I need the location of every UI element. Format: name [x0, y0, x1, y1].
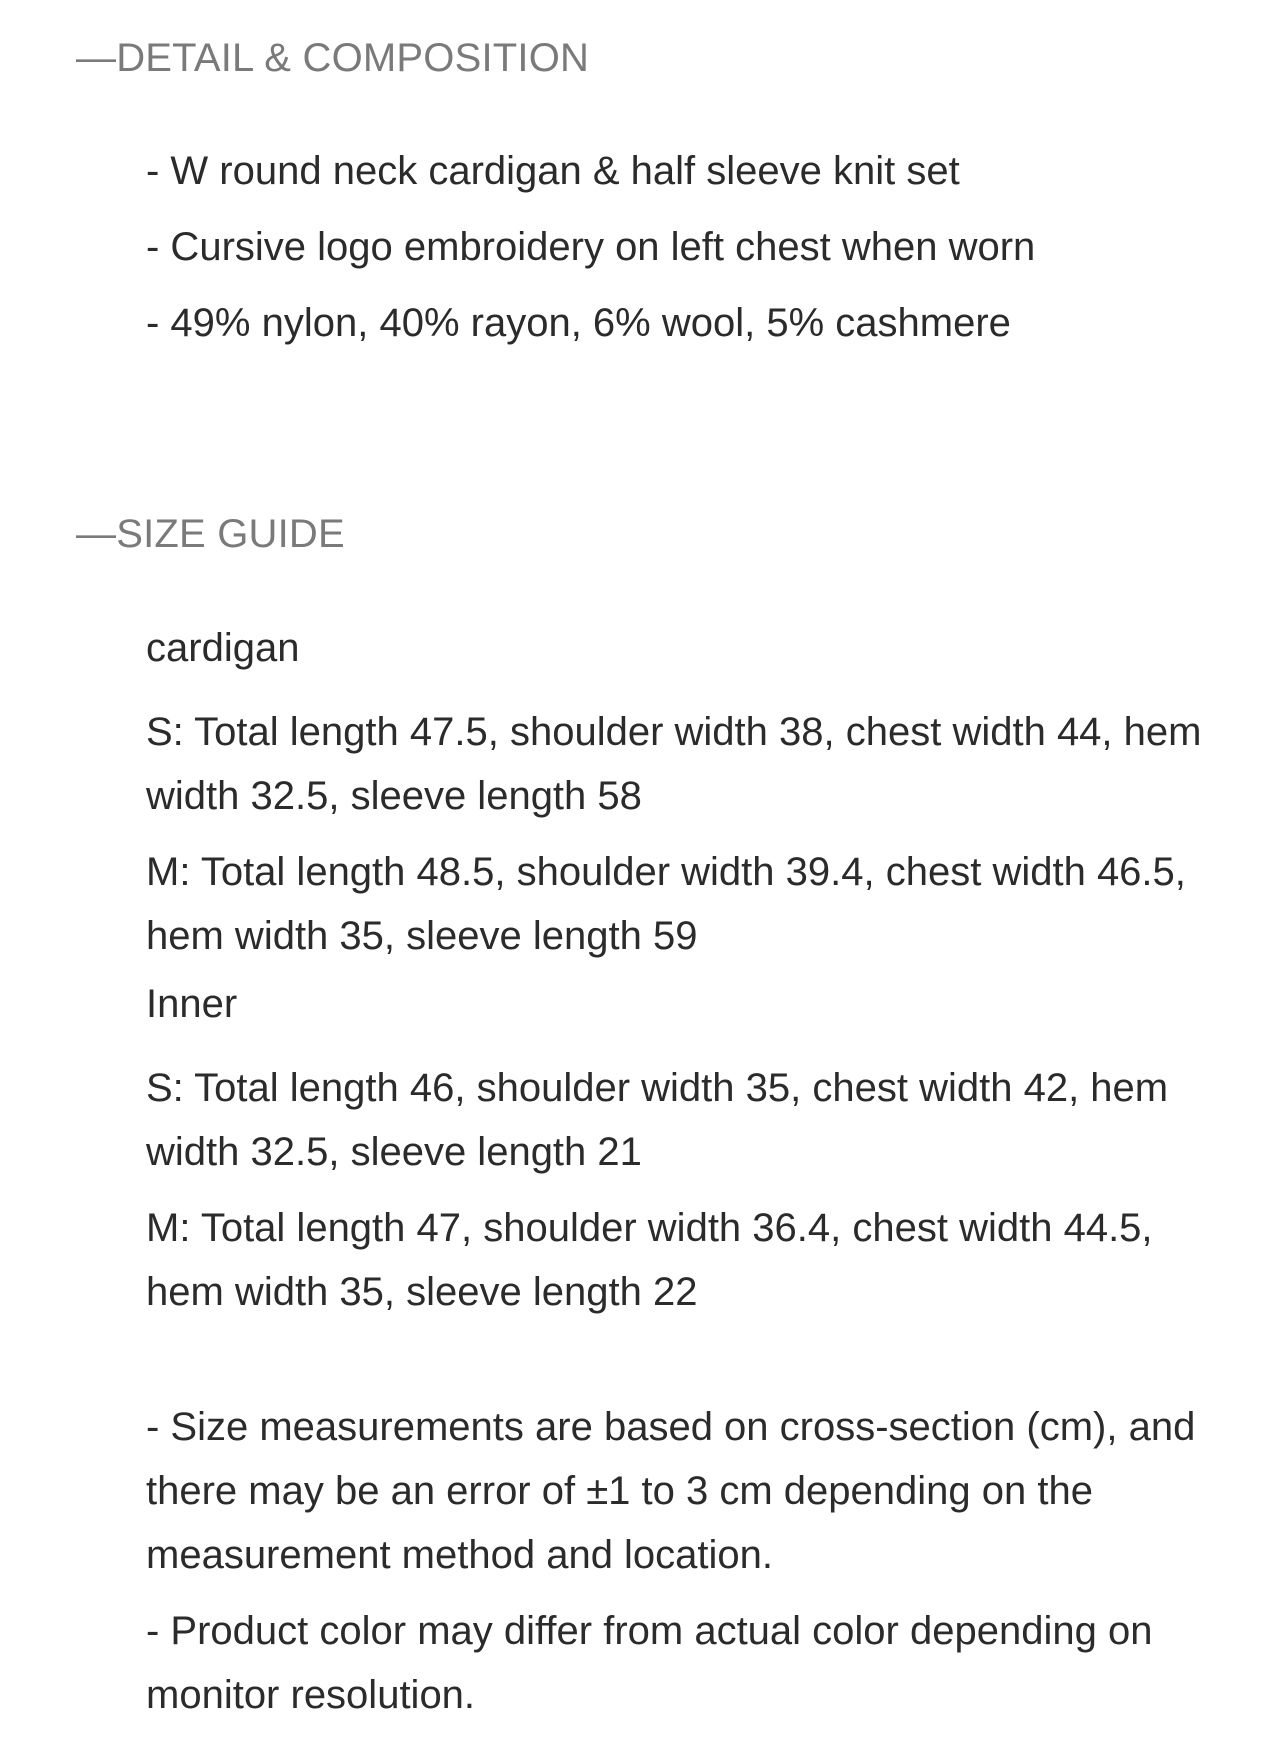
inner-size-s: S: Total length 46, shoulder width 35, chest width 42, hem width 32.5, sleeve length 21	[146, 1066, 1169, 1174]
detail-list	[146, 147, 1226, 375]
inner-label: Inner	[146, 982, 238, 1026]
color-note: - Product color may differ from actual color depending on monitor resolution.	[146, 1609, 1153, 1717]
size-guide-heading: —SIZE GUIDE	[76, 512, 345, 556]
size-guide-block	[146, 624, 1226, 1336]
inner-size-m: M: Total length 47, shoulder width 36.4, chest width 44.5, hem width 35, sleeve length 22	[146, 1206, 1153, 1314]
measurement-note: - Size measurements are based on cross-section (cm), and there may be an error of ±1 to 3 cm depending on the measurement method and location.	[146, 1405, 1196, 1577]
cardigan-label: cardigan	[146, 626, 300, 670]
cardigan-size-s: S: Total length 47.5, shoulder width 38, chest width 44, hem width 32.5, sleeve length 58	[146, 710, 1202, 818]
cardigan-size-m: M: Total length 48.5, shoulder width 39.4, chest width 46.5, hem width 35, sleeve length 59	[146, 850, 1186, 958]
detail-item-composition: - 49% nylon, 40% rayon, 6% wool, 5% cashmere	[146, 301, 1011, 345]
size-notes	[146, 1395, 1226, 1739]
detail-item-embroidery: - Cursive logo embroidery on left chest when worn	[146, 225, 1036, 269]
detail-item-description: - W round neck cardigan & half sleeve knit set	[146, 149, 960, 193]
detail-composition-heading: —DETAIL & COMPOSITION	[76, 36, 590, 80]
